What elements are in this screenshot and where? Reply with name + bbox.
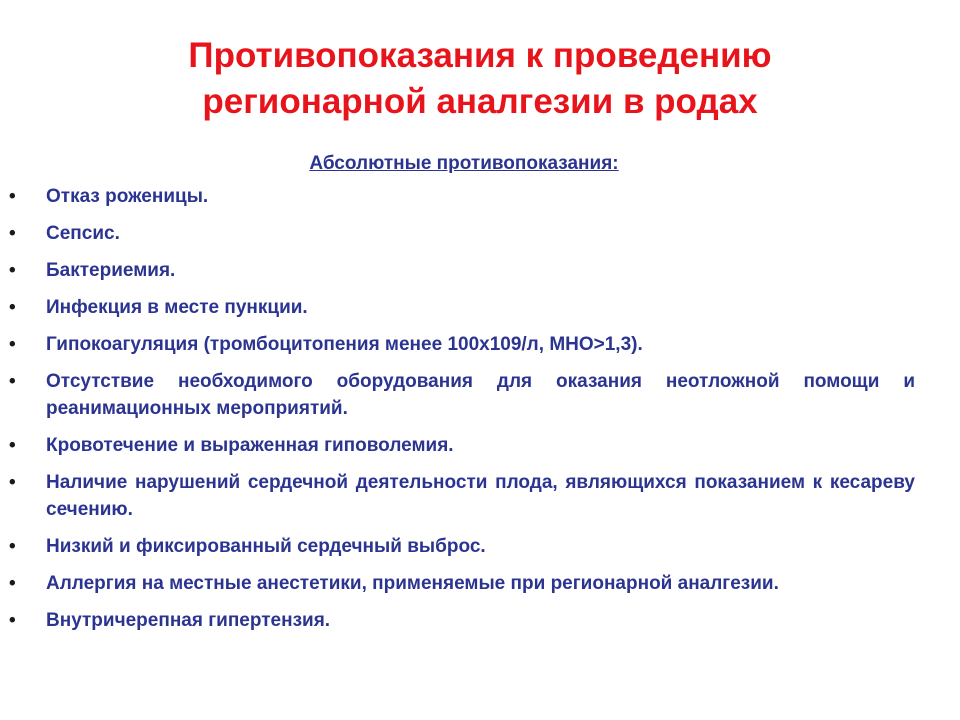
list-item-text: Аллергия на местные анестетики, применяемые при регионарной аналгезии. bbox=[46, 573, 779, 594]
list-item bbox=[9, 533, 915, 560]
list-item bbox=[9, 220, 915, 247]
section-subtitle: Абсолютные противопоказания: bbox=[309, 153, 619, 174]
list-item-text: Инфекция в месте пункции. bbox=[46, 297, 308, 318]
list-item-text: Низкий и фиксированный сердечный выброс. bbox=[46, 536, 486, 557]
bullet-icon: • bbox=[9, 334, 16, 355]
list-item-text: Гипокоагуляция (тромбоцитопения менее 100х109/л, МНО>1,3). bbox=[46, 334, 643, 355]
list-item bbox=[9, 294, 915, 321]
bullet-icon: • bbox=[9, 186, 16, 207]
list-item bbox=[9, 570, 915, 597]
bullet-icon: • bbox=[9, 223, 16, 244]
bullet-icon: • bbox=[9, 260, 16, 281]
list-item-text: Кровотечение и выраженная гиповолемия. bbox=[46, 435, 454, 456]
list-item-text: Отсутствие необходимого оборудования для оказания неотложной помощи и реанимационных мероприятий. bbox=[46, 371, 915, 419]
list-item bbox=[9, 368, 915, 422]
list-item-text: Бактериемия. bbox=[46, 260, 176, 281]
slide-title bbox=[60, 33, 900, 125]
bullet-icon: • bbox=[9, 435, 16, 456]
list-item-text: Сепсис. bbox=[46, 223, 120, 244]
bullet-icon: • bbox=[9, 573, 16, 594]
bullet-icon: • bbox=[9, 297, 16, 318]
slide-title-line-2: регионарной аналгезии в родах bbox=[202, 82, 758, 121]
list-item-text: Внутричерепная гипертензия. bbox=[46, 610, 331, 631]
list-item bbox=[9, 432, 915, 459]
contraindications-list bbox=[9, 183, 915, 644]
list-item bbox=[9, 257, 915, 284]
list-item bbox=[9, 607, 915, 634]
list-item bbox=[9, 183, 915, 210]
bullet-icon: • bbox=[9, 610, 16, 631]
list-item bbox=[9, 469, 915, 523]
slide-title-line-1: Противопоказания к проведению bbox=[188, 36, 772, 75]
bullet-icon: • bbox=[9, 371, 16, 392]
list-item-text: Наличие нарушений сердечной деятельности плода, являющихся показанием к кесареву сечению. bbox=[46, 472, 915, 520]
bullet-icon: • bbox=[9, 472, 16, 493]
list-item bbox=[9, 331, 915, 358]
list-item-text: Отказ роженицы. bbox=[46, 186, 209, 207]
bullet-icon: • bbox=[9, 536, 16, 557]
